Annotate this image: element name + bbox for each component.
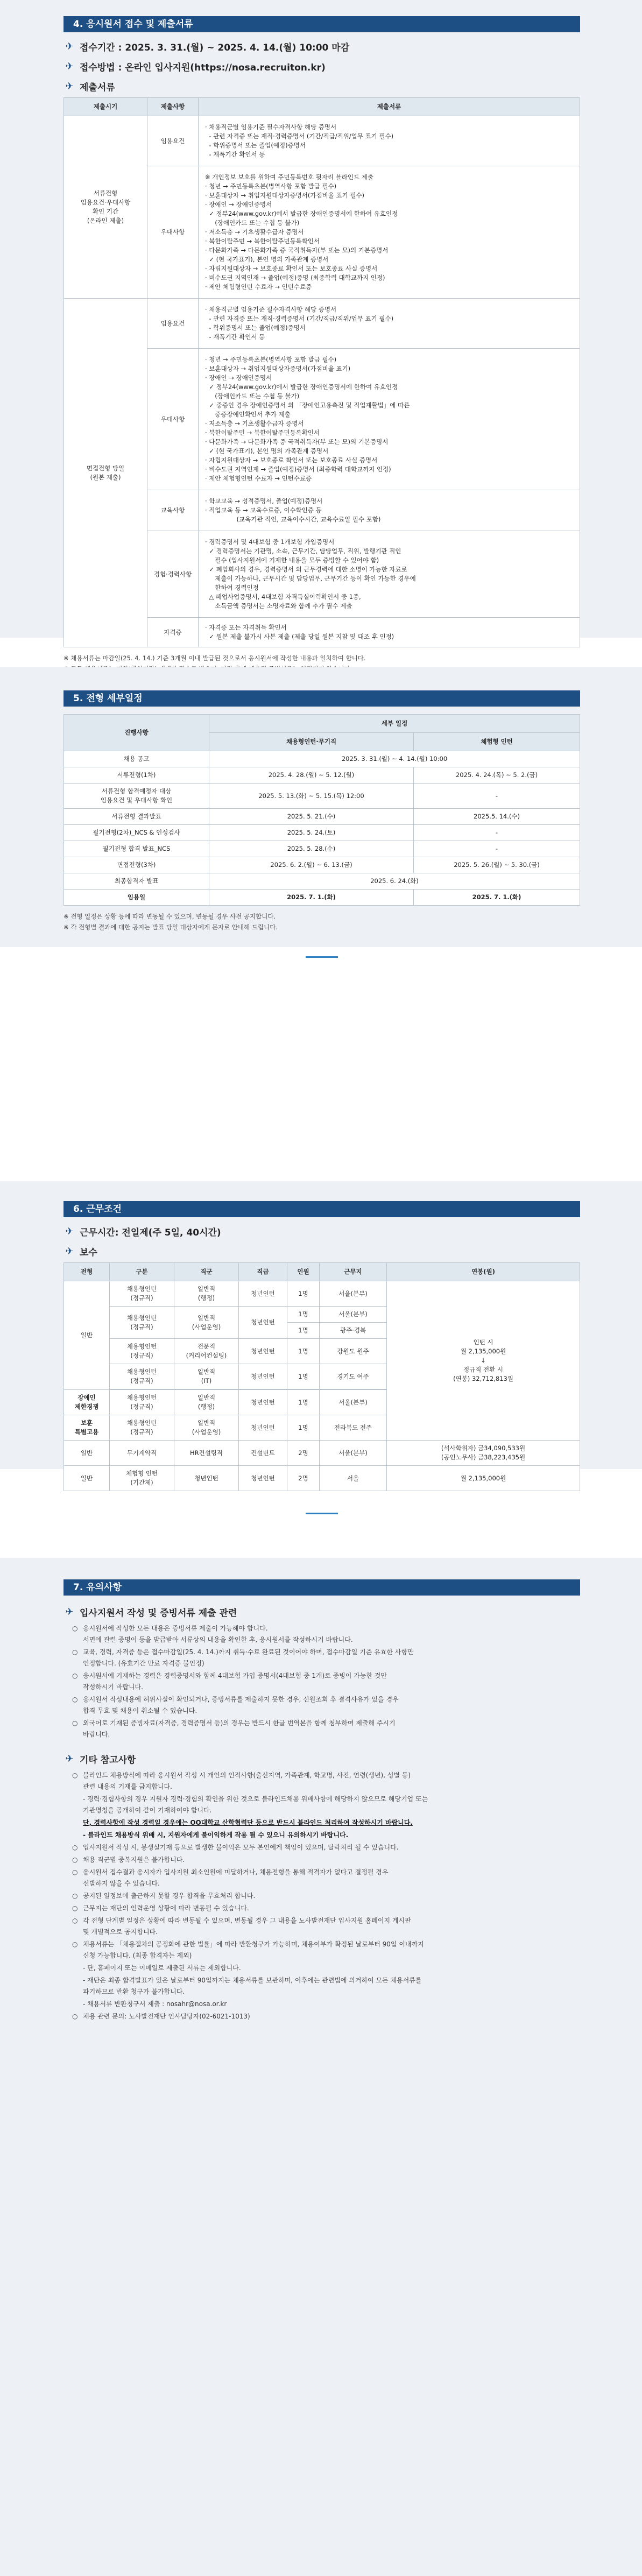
table-row xyxy=(64,767,580,784)
section-4 xyxy=(64,16,580,712)
col-header: 세부 일정 xyxy=(209,715,580,733)
grade: 청년인턴 xyxy=(239,1339,287,1364)
stage: 면접전형(3차) xyxy=(64,857,209,873)
submission-time-a: 서류전형 임용요건·우대사항 확인 기간 (온라인 제출) xyxy=(64,116,147,299)
date-intern: 2025. 5. 26.(월) ~ 5. 30.(금) xyxy=(414,857,580,873)
table-row xyxy=(64,873,580,890)
track: 보훈 특별고용 xyxy=(64,1415,110,1441)
col-header: 구분 xyxy=(110,1263,174,1281)
list-item: ○ 공지된 일정보에 출근하지 못할 경우 합격을 무효처리 합니다. xyxy=(72,1892,256,1900)
airplane-icon: ✈ xyxy=(65,41,74,52)
employment-type: 채용형인턴 (정규직) xyxy=(110,1364,174,1389)
list-item: 단, 경력사항에 작성 경력일 경우에는 OO대학교 산학협력단 등으로 반드시 블라인드 처리하여 작성하시기 바랍니다. xyxy=(83,1819,413,1826)
airplane-icon: ✈ xyxy=(65,61,74,72)
grade: 청년인턴 xyxy=(239,1466,287,1491)
location: 서울(본부) xyxy=(320,1307,387,1323)
grade: 청년인턴 xyxy=(239,1281,287,1307)
date-intern: 2025. 4. 24.(목) ~ 5. 2.(금) xyxy=(414,767,580,784)
grade: 청년인턴 xyxy=(239,1415,287,1441)
documents-table xyxy=(64,97,580,647)
location: 강원도 원주 xyxy=(320,1339,387,1364)
date-regular: 2025. 5. 24.(토) xyxy=(209,825,414,841)
headcount: 1명 xyxy=(287,1307,320,1323)
list-item: ○ 채용 직군별 중복지원은 불가합니다. xyxy=(72,1856,185,1864)
col-header: 연봉(원) xyxy=(387,1263,580,1281)
stage: 필기전형 합격 발표_NCS xyxy=(64,841,209,857)
section-divider xyxy=(306,956,338,958)
item-label: 임용요건 xyxy=(147,116,199,166)
airplane-icon: ✈ xyxy=(65,1226,74,1237)
location: 전라북도 전주 xyxy=(320,1415,387,1441)
section-7-title: 7. 유의사항 xyxy=(64,1579,580,1596)
note: ※ 채용서류는 마감일(25. 4. 14.) 기준 3개월 이내 발급된 것으로서 응시원서에 작성한 내용과 일치하여 합니다. xyxy=(64,654,366,662)
docs-row xyxy=(64,80,580,93)
job-group: 일반직 (IT) xyxy=(174,1364,239,1389)
headcount: 1명 xyxy=(287,1281,320,1307)
col-header: 직군 xyxy=(174,1263,239,1281)
job-group: 전문직 (커리어컨설팅) xyxy=(174,1339,239,1364)
date-regular: 2025. 7. 1.(화) xyxy=(209,890,414,906)
docs-required-a: · 채용직군별 임용기준 필수자격사항 해당 증명서 - 관련 자격증 또는 재직·경력증명서 (기간/직급/직위/업무 표기 필수) - 학위증명서 또는 졸업(예정)증명서 - 재폭기간 확인서 등 xyxy=(199,116,580,166)
schedule-table xyxy=(64,714,580,906)
table-row xyxy=(64,784,580,809)
stage: 채용 공고 xyxy=(64,751,209,767)
period-row xyxy=(64,40,580,53)
date-regular: 2025. 5. 13.(화) ~ 5. 15.(목) 12:00 xyxy=(209,784,414,809)
list-item: ○ 응시원서 접수결과 응시자가 입사지원 최소인원에 미달하거나, 채용전형을 통해 적격자가 없다고 결정될 경우 선발하지 않을 수 있습니다. xyxy=(72,1868,389,1887)
list-item: ○ 채용서류는 「채용절차의 공정화에 관한 법률」에 따라 반환청구가 가능하며, 채용여부가 확정된 날로부터 90일 이내까지 신청 가능합니다. (최종 합격자는 제외) xyxy=(72,1940,424,1959)
location: 경기도 여주 xyxy=(320,1364,387,1389)
docs-title: 제출서류 xyxy=(80,82,115,93)
list-item: - 단, 홈페이지 또는 이메일로 제출된 서류는 제외합니다. xyxy=(83,1964,241,1972)
headcount: 2명 xyxy=(287,1441,320,1466)
date-intern: - xyxy=(414,784,580,809)
list-item: ○ 응시원서에 작성한 모든 내용은 증빙서류 제출이 가능해야 합니다. 서면에 관련 증명이 등을 발급받아 서류상의 내용을 확인한 후, 응시원서를 작성하시기 바랍니다. xyxy=(72,1625,353,1643)
grade: 컨설턴트 xyxy=(239,1441,287,1466)
docs-career: · 경력증명서 및 4대보험 중 1개보험 가입증명서 ✓ 경력증명서는 기관명, 소속, 근무기간, 담당업무, 직위, 발행기관 직인 필수 (입사지원서에 기재한 내용을 모두 증빙할 수 있어야 함) ✓ 폐업회사의 경우, 경력증명서 외 근무경력에 대한 소명이 가능한 자료로 제출이 가능하나, 근무시간 및 담당업무, 근무기간 등이 확인 가능한 경우에 한하여 경력인정 △ 폐업사업증명서, 4대보험 자격득실이력확인서 중 1종, 소득금액 증명서는 소명자료와 함께 추가 필수 제출 xyxy=(199,531,580,618)
headcount: 1명 xyxy=(287,1364,320,1389)
date-merged: 2025. 6. 24.(화) xyxy=(209,873,580,890)
list-item: ○ 채용 관련 문의: 노사발전재단 인사담당자(02-6021-1013) xyxy=(72,2013,250,2020)
stage: 필기전형(2차)_NCS & 인성검사 xyxy=(64,825,209,841)
location: 서울(본부) xyxy=(320,1281,387,1307)
col-header: 채용형인턴·무기직 xyxy=(209,733,414,751)
airplane-icon: ✈ xyxy=(65,81,74,92)
application-period: 접수기간 : 2025. 3. 31.(월) ~ 2025. 4. 14.(월) 10:00 마감 xyxy=(80,43,350,53)
grade: 청년인턴 xyxy=(239,1390,287,1415)
section-6-title: 6. 근무조건 xyxy=(64,1201,580,1217)
headcount: 2명 xyxy=(287,1466,320,1491)
docs-certificate: · 자격증 또는 자격취득 확인서 ✓ 원본 제출 불가시 사본 제출 (제출 당일 원본 지참 및 대조 후 인정) xyxy=(199,618,580,647)
date-regular: 2025. 6. 2.(월) ~ 6. 13.(금) xyxy=(209,857,414,873)
list-item: ○ 외국어로 기재된 증빙자료(자격증, 경력증명서 등)의 경우는 반드시 한글 번역본을 함께 첨부하여 제출해 주시기 바랍니다. xyxy=(72,1719,396,1738)
grade: 청년인턴 xyxy=(239,1364,287,1389)
section-6 xyxy=(64,1201,580,1514)
employment-type: 채용형인턴 (정규직) xyxy=(110,1390,174,1415)
sub1-row xyxy=(64,1605,580,1619)
list-item: ○ 교육, 경력, 자격증 등은 접수마감일(25. 4. 14.)까지 취득·수료 완료된 것이어야 하며, 접수마감일 기준 유효한 사항만 인정합니다. (유효기간 만료 자격증 불인정) xyxy=(72,1648,414,1667)
etc-notes xyxy=(64,1770,580,2022)
list-item: ○ 근무지는 재단의 인력운영 상황에 따라 변동될 수 있습니다. xyxy=(72,1904,249,1912)
subtitle-submission: 입사지원서 작성 및 증빙서류 제출 관련 xyxy=(80,1608,237,1619)
item-label: 경험·경력사항 xyxy=(147,531,199,618)
location: 서울 xyxy=(320,1466,387,1491)
col-header: 전형 xyxy=(64,1263,110,1281)
date-regular: 2025. 4. 28.(월) ~ 5. 12.(월) xyxy=(209,767,414,784)
date-intern: - xyxy=(414,841,580,857)
col-header: 근무지 xyxy=(320,1263,387,1281)
table-row xyxy=(64,857,580,873)
track: 일반 xyxy=(64,1441,110,1466)
table-row xyxy=(64,825,580,841)
col-header: 제출시기 xyxy=(64,98,147,116)
job-group: 청년인턴 xyxy=(174,1466,239,1491)
list-item: - 채용서류 반환청구서 제출 : nosahr@nosa.or.kr xyxy=(83,2000,227,2008)
employment-type: 채용형인턴 (정규직) xyxy=(110,1339,174,1364)
col-header: 제출서류 xyxy=(199,98,580,116)
sub2-row xyxy=(64,1752,580,1766)
date-intern: 2025. 7. 1.(화) xyxy=(414,890,580,906)
submission-notes xyxy=(64,1623,580,1740)
track: 일반 xyxy=(64,1466,110,1491)
list-item: - 재단은 최종 합격발표가 있은 날로부터 90일까지는 채용서류를 보관하며, 이후에는 관련법에 의거하여 모든 채용서류를 파기하므로 반환 청구가 불가합니다. xyxy=(83,1977,422,1995)
item-label: 임용요건 xyxy=(147,299,199,349)
docs-education: · 학교교육 → 성적증명서, 졸업(예정)증명서 · 직업교육 등 → 교육수료증, 이수확인증 등 (교육기관 직인, 교육이수시간, 교육수료일 필수 포함) xyxy=(199,490,580,531)
stage: 서류전형 합격예정자 대상 임용요건 및 우대사항 확인 xyxy=(64,784,209,809)
method-row xyxy=(64,60,580,73)
section-divider xyxy=(306,1513,338,1514)
employment-type: 채용형인턴 (정규직) xyxy=(110,1281,174,1307)
job-group: 일반직 (행정) xyxy=(174,1281,239,1307)
headcount: 1명 xyxy=(287,1415,320,1441)
list-item: - 경력·경험사항의 경우 지원자 경력·경험의 확인을 위한 것으로 블라인드채용 위배사항에 해당하지 않으므로 해당기업 또는 기관명칭을 공개하여 같이 기재하여야 합니다. xyxy=(83,1795,428,1814)
note: ※ 전형 일정은 상황 등에 따라 변동될 수 있으며, 변동될 경우 사전 공지합니다. xyxy=(64,913,276,920)
headcount: 1명 xyxy=(287,1390,320,1415)
list-item: ○ 블라인드 채용방식에 따라 응시원서 작성 시 개인의 인적사항(출신지역, 가족관계, 학교명, 사진, 연령(생년), 성별 등) 관련 내용의 기재를 금지합니다. xyxy=(72,1772,411,1790)
col-header: 제출사항 xyxy=(147,98,199,116)
track: 장애인 제한경쟁 xyxy=(64,1390,110,1415)
section-5-title: 5. 전형 세부일정 xyxy=(64,690,580,707)
employment-type: 체험형 인턴 (기간제) xyxy=(110,1466,174,1491)
pay-title: 보수 xyxy=(80,1247,97,1258)
section-5 xyxy=(64,690,580,958)
employment-type: 채용형인턴 (정규직) xyxy=(110,1307,174,1339)
docs-preference-a: ※ 개인정보 보호를 위하여 주민등록번호 뒷자리 블라인드 제출 · 청년 → 주민등록초본(병역사항 포함 발급 필수) · 보훈대상자 → 취업지원대상자증명서(가점비율 표기 필수) · 장애인 → 장애인증명서 ✓ 정부24(www.gov.kr)에서 발급한 장애인증명서에 한하여 유효인정 (장애인카드 또는 수첩 등 불가) · 저소득층 → 기초생활수급자 증명서 · 북한이탈주민 → 북한이탈주민등록확인서 · 다문화가족 → 다문화가족 증 국적취득자(부 또는 모)의 기본증명서 ✓ (현 국가표기), 본인 명의 가족관계 증명서 · 자립지원대상자 → 보호종료 확인서 또는 보호종료 사실 증명서 · 비수도권 지역인재 → 졸업(예정)증명 (최종학력 대학교까지 인정) · 제안 체험형인턴 수료자 → 인턴수료증 xyxy=(199,166,580,299)
pay-row xyxy=(64,1245,580,1258)
col-header: 인원 xyxy=(287,1263,320,1281)
section-7 xyxy=(64,1579,580,2023)
subtitle-etc: 기타 참고사항 xyxy=(80,1755,136,1766)
airplane-icon: ✈ xyxy=(65,1753,74,1765)
stage: 임용일 xyxy=(64,890,209,906)
list-item: ○ 응시원서 작성내용에 허위사실이 확인되거나, 증빙서류를 제출하지 못한 경우, 신원조회 후 결격사유가 있을 경우 합격 무효 및 채용이 취소될 수 있습니다. xyxy=(72,1696,399,1714)
job-group: 일반직 (사업운영) xyxy=(174,1307,239,1339)
col-header: 직급 xyxy=(239,1263,287,1281)
headcount: 1명 xyxy=(287,1339,320,1364)
table-row xyxy=(64,841,580,857)
date-merged: 2025. 3. 31.(월) ~ 4. 14.(월) 10:00 xyxy=(209,751,580,767)
application-method: 접수방법 : 온라인 입사지원(https://nosa.recruiton.kr) xyxy=(80,62,326,73)
working-hours: 근무시간: 전일제(주 5일, 40시간) xyxy=(80,1227,221,1238)
note: ※ 각 전형별 결과에 대한 공지는 발표 당일 대상자에게 문자로 안내해 드립니다. xyxy=(64,923,278,931)
track: 일반 xyxy=(64,1281,110,1390)
item-label: 우대사항 xyxy=(147,166,199,299)
stage: 최종합격자 발표 xyxy=(64,873,209,890)
grade: 청년인턴 xyxy=(239,1307,287,1339)
item-label: 교육사항 xyxy=(147,490,199,531)
employment-type: 무기계약직 xyxy=(110,1441,174,1466)
salary: 월 2,135,000원 xyxy=(387,1466,580,1491)
table-row xyxy=(64,751,580,767)
date-regular: 2025. 5. 21.(수) xyxy=(209,809,414,825)
table-row xyxy=(64,809,580,825)
item-label: 우대사항 xyxy=(147,349,199,490)
stage: 서류전형(1차) xyxy=(64,767,209,784)
section-4-title: 4. 응시원서 접수 및 제출서류 xyxy=(64,16,580,32)
location: 서울(본부) xyxy=(320,1390,387,1415)
docs-preference-b: · 청년 → 주민등록초본(병역사항 포함 발급 필수) · 보훈대상자 → 취업지원대상자증명서(가점비율 표기) · 장애인 → 장애인증명서 ✓ 정부24(www.gov.kr)에서 발급한 장애인증명서에 한하여 유효인정 (장애인카드 또는 수첩 등 불가) ✓ 중증인 경우 장애인증명서 외 「장애인고용촉진 및 직업재활법」에 따른 중증장애인확인서 추가 제출 · 저소득층 → 기초생활수급자 증명서 · 북한이탈주민 → 북한이탈주민등록확인서 · 다문화가족 → 다문화가족 증 국적취득자(부 또는 모)의 기본증명서 ✓ (현 국가표기), 본인 명의 가족관계 증명서 · 자립지원대상자 → 보호종료 확인서 또는 보호종료 사실 증명서 · 비수도권 지역인재 → 졸업(예정)증명서 (최종학력 대학교까지 인정) · 제안 체험형인턴 수료자 → 인턴수료증 xyxy=(199,349,580,490)
headcount: 1명 xyxy=(287,1323,320,1339)
docs-required-b: · 채용직군별 임용기준 필수자격사항 해당 증명서 - 관련 자격증 또는 재직·경력증명서 (기간/직급/직위/업무 표기 필수) - 학위증명서 또는 졸업(예정)증명서 - 재폭기간 확인서 등 xyxy=(199,299,580,349)
table-row xyxy=(64,890,580,906)
hours-row xyxy=(64,1225,580,1238)
item-label: 자격증 xyxy=(147,618,199,647)
list-item: ○ 각 전형 단계별 일정은 상황에 따라 변동될 수 있으며, 변동될 경우 그 내용을 노사발전재단 입사지원 홈페이지 게시판 및 개별적으로 공지합니다. xyxy=(72,1917,411,1936)
employment-type: 채용형인턴 (정규직) xyxy=(110,1415,174,1441)
location: 광주·경북 xyxy=(320,1323,387,1339)
col-header: 체험형 인턴 xyxy=(414,733,580,751)
salary: 인턴 시 월 2,135,000원 ↓ 정규직 전환 시 (연봉) 32,712,813원 xyxy=(387,1281,580,1441)
job-group: 일반직 (사업운영) xyxy=(174,1415,239,1441)
date-intern: 2025.5. 14.(수) xyxy=(414,809,580,825)
section-5-notes xyxy=(64,911,580,933)
date-intern: - xyxy=(414,825,580,841)
salary: (석사학위자) 금34,090,533원 (공인노무사) 금38,223,435원 xyxy=(387,1441,580,1466)
pay-table xyxy=(64,1262,580,1491)
stage: 서류전형 결과발표 xyxy=(64,809,209,825)
airplane-icon: ✈ xyxy=(65,1246,74,1257)
airplane-icon: ✈ xyxy=(65,1606,74,1618)
date-regular: 2025. 5. 28.(수) xyxy=(209,841,414,857)
list-item: - 블라인드 채용방식 위배 시, 지원자에게 불이익하게 작용 될 수 있으니 유의하시기 바랍니다. xyxy=(83,1831,349,1839)
submission-time-b: 면접전형 당일 (원본 제출) xyxy=(64,299,147,647)
list-item: ○ 응시원서에 기재하는 경력은 경력증명서와 함께 4대보험 가입 증명서(4대보험 중 1개)로 증빙이 가능한 것만 작성하시기 바랍니다. xyxy=(72,1672,387,1691)
job-group: HR컨설팅직 xyxy=(174,1441,239,1466)
location: 서울(본부) xyxy=(320,1441,387,1466)
col-header: 진행사항 xyxy=(64,715,209,751)
job-group: 일반직 (행정) xyxy=(174,1390,239,1415)
list-item: ○ 입사지원서 작성 시, 봉생실기재 등으로 발생한 불이익은 모두 본인에게 책임이 있으며, 탈락처리 될 수 있습니다. xyxy=(72,1844,399,1851)
